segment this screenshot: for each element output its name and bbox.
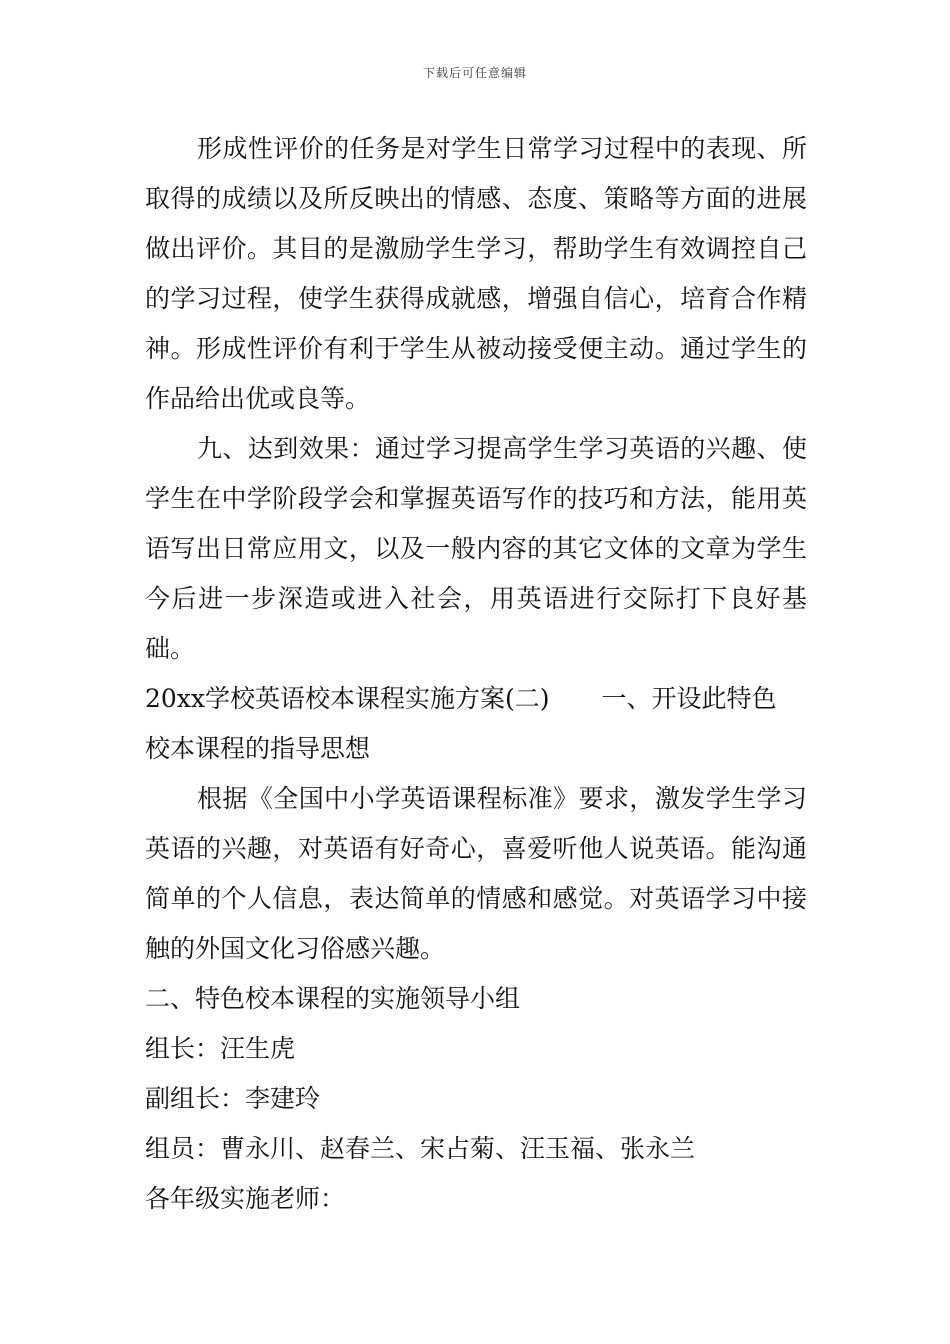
section-title-line <box>145 674 807 724</box>
section-heading-1-cont: 校本课程的指导思想 <box>145 734 371 763</box>
paragraph-formative-evaluation: 形成性评价的任务是对学生日常学习过程中的表现、所取得的成绩以及所反映出的情感、态度、策略等方面的进展做出评价。其目的是激励学生学习，帮助学生有效调控自己的学习过程，使学生获得成就感，增强自信心，培育合作精神。形成性评价有利于学生从被动接受便主动。通过学生的作品给出优或良等。 <box>145 134 807 413</box>
group-members: 组员：曹永川、赵春兰、宋占菊、汪玉福、张永兰 <box>145 1134 696 1163</box>
grade-teachers: 各年级实施老师： <box>145 1184 346 1213</box>
paragraph-guiding-ideas: 根据《全国中小学英语课程标准》要求，激发学生学习英语的兴趣，对英语有好奇心，喜爱听他人说英语。能沟通简单的个人信息，表达简单的情感和感觉。对英语学习中接触的外国文化习俗感兴趣。 <box>145 784 807 963</box>
section-heading-2: 二、特色校本课程的实施领导小组 <box>145 984 521 1013</box>
group-vice-leader: 副组长：李建玲 <box>145 1084 321 1113</box>
group-leader: 组长：汪生虎 <box>145 1034 296 1063</box>
document-title: 20xx学校英语校本课程实施方案(二) <box>145 684 550 713</box>
section-heading-1: 一、开设此特色 <box>601 684 777 713</box>
document-body <box>145 124 807 1224</box>
header-note: 下载后可任意编辑 <box>422 66 527 80</box>
paragraph-expected-effect: 九、达到效果：通过学习提高学生学习英语的兴趣、使学生在中学阶段学会和掌握英语写作的技巧和方法，能用英语写出日常应用文，以及一般内容的其它文体的文章为学生今后进一步深造或进入社会，用英语进行交际打下良好基础。 <box>145 434 807 663</box>
